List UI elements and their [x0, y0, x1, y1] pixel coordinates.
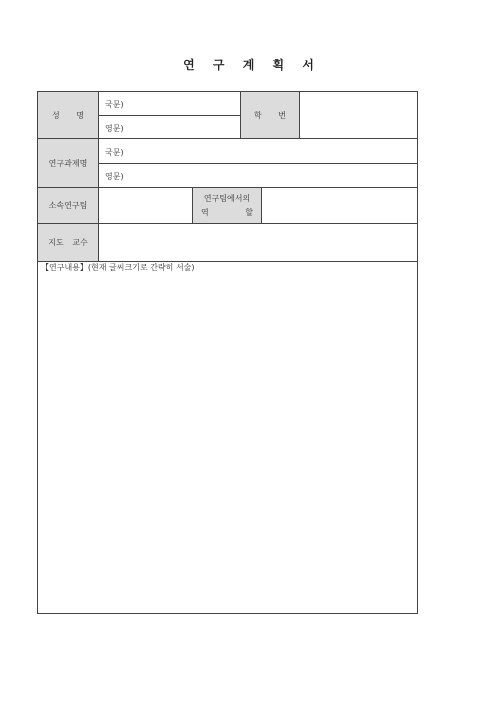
name-korean-field[interactable]: 국문) [105, 100, 124, 109]
role-label-char-1: 역 [201, 208, 209, 217]
student-id-field[interactable] [300, 92, 417, 138]
advisor-label: 지도 교수 [48, 238, 88, 247]
student-id-label: 학 번 [254, 110, 286, 120]
name-label-cell [38, 92, 98, 138]
project-label-cell [38, 139, 98, 187]
role-field[interactable] [262, 188, 417, 223]
role-label-line1: 연구팀에서의 [203, 194, 251, 203]
role-label-char-2: 할 [245, 208, 253, 217]
team-label: 소속연구팀 [48, 201, 88, 210]
name-label: 성 명 [52, 110, 84, 120]
research-plan-form [37, 91, 418, 614]
project-label: 연구과제명 [48, 158, 88, 168]
advisor-field[interactable] [99, 224, 417, 261]
name-english-field[interactable]: 영문) [105, 124, 124, 133]
role-label-line2 [201, 207, 253, 218]
advisor-label-cell [38, 224, 98, 261]
content-field[interactable] [38, 262, 417, 613]
document-title: 연 구 계 획 서 [183, 58, 321, 72]
content-label: 【연구내용】(현재 글씨크기로 간략히 서술) [41, 263, 195, 272]
project-korean-field[interactable]: 국문) [105, 148, 124, 157]
project-english-field[interactable]: 영문) [105, 172, 124, 181]
team-label-cell [38, 188, 98, 223]
team-field[interactable] [99, 188, 192, 223]
role-label-cell [193, 188, 261, 223]
student-id-label-cell [241, 92, 299, 138]
